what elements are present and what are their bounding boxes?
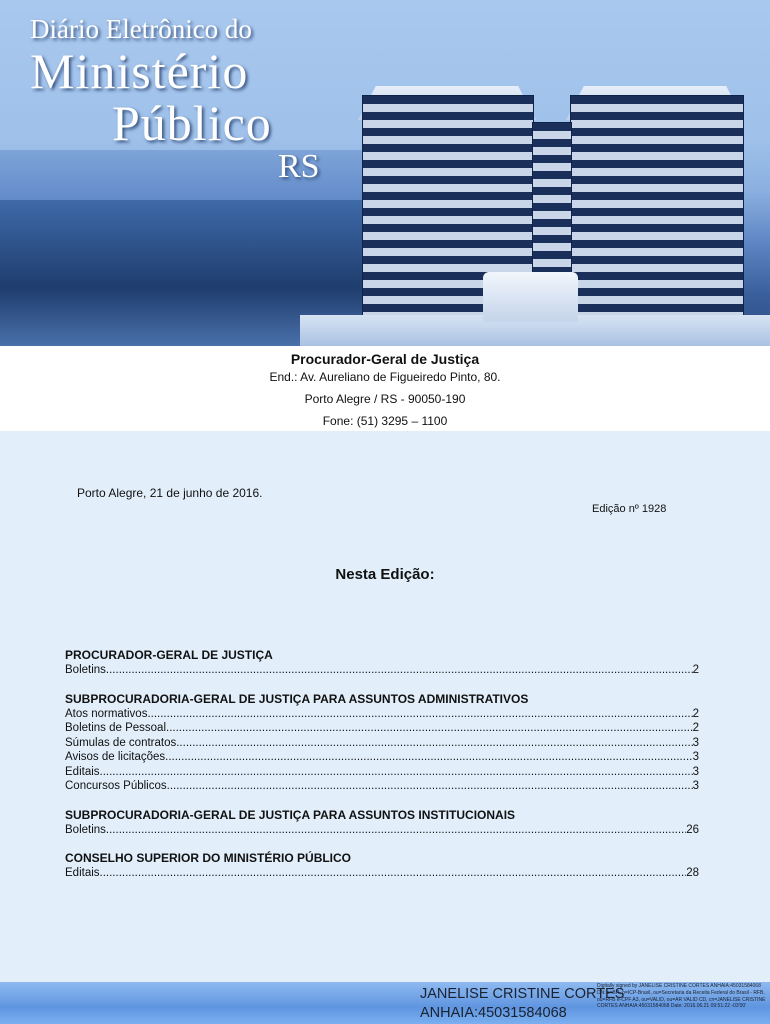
edition-number: Edição nº 1928: [592, 503, 667, 515]
toc-entry-label: Editais: [65, 867, 100, 879]
toc-section: [65, 648, 699, 678]
toc-leader-dots: [106, 823, 686, 838]
building-bridge: [532, 122, 572, 274]
toc-entry[interactable]: [65, 779, 699, 794]
masthead-title-line1: Diário Eletrônico do: [30, 14, 252, 44]
toc-entry[interactable]: [65, 663, 699, 678]
signer-name-line1: JANELISE CRISTINE CORTES: [420, 986, 625, 1002]
building-right: [570, 95, 744, 317]
toc-section: [65, 851, 699, 881]
toc-entry-label: Boletins: [65, 664, 106, 676]
toc-entry-page: 2: [692, 664, 699, 676]
contact-city: Porto Alegre / RS - 90050-190: [304, 392, 466, 406]
toc-entry-page: 3: [692, 780, 699, 792]
toc-entry[interactable]: [65, 765, 699, 780]
contact-address: End.: Av. Aureliano de Figueiredo Pinto, 80.: [269, 370, 501, 384]
toc-entry[interactable]: [65, 823, 699, 838]
toc-leader-dots: [166, 721, 693, 736]
toc-entry-label: Avisos de licitações: [65, 751, 166, 763]
signer-name-line2: ANHAIA:45031584068: [420, 1005, 567, 1021]
toc-entry-label: Atos normativos: [65, 707, 148, 720]
toc-leader-dots: [167, 779, 693, 794]
toc-leader-dots: [147, 707, 692, 722]
toc-entry-page: 3: [692, 736, 699, 749]
issue-date: Porto Alegre, 21 de junho de 2016.: [77, 486, 263, 500]
toc-entry-page: 2: [692, 722, 699, 734]
building-rotunda: [483, 272, 578, 322]
toc-entry-label: Editais: [65, 765, 100, 778]
toc-entry-label: Boletins: [65, 823, 106, 836]
table-of-contents: [65, 648, 699, 895]
signature-details: Digitally signed by JANELISE CRISTINE CORTES ANHAIA:45031584068 DN: c=BR, o=ICP-Brasil, ou=Secretaria da Receita Federal do Brasil - RFB, ou=RFB e-CPF A3, ou=VALID, ou=AR VALID CD, cn=JANELISE CRISTINE CORTES ANHAIA:45031584068 Date: 2016.06.21 09:51:22 -03'00': [597, 983, 766, 1010]
toc-section: [65, 692, 699, 794]
contact-title: Procurador-Geral de Justiça: [290, 351, 480, 367]
masthead-title-line4: RS: [278, 148, 320, 185]
contact-phone: Fone: (51) 3295 – 1100: [322, 414, 448, 428]
toc-entry-label: Concursos Públicos: [65, 780, 167, 792]
toc-leader-dots: [100, 866, 687, 881]
toc-section: [65, 808, 699, 838]
toc-entry-page: 28: [686, 867, 699, 879]
toc-title: Nesta Edição:: [335, 566, 435, 583]
toc-entry-label: Súmulas de contratos: [65, 736, 177, 749]
toc-entry-label: Boletins de Pessoal: [65, 722, 167, 734]
toc-entry[interactable]: [65, 736, 699, 751]
masthead-title-line2: Ministério: [30, 43, 249, 99]
toc-entry-page: 3: [692, 765, 699, 778]
toc-leader-dots: [176, 736, 692, 751]
toc-section-title: CONSELHO SUPERIOR DO MINISTÉRIO PÚBLICO: [65, 851, 352, 865]
digital-signature: [0, 982, 770, 1024]
toc-section-title: SUBPROCURADORIA-GERAL DE JUSTIÇA PARA ASSUNTOS ADMINISTRATIVOS: [65, 691, 529, 706]
toc-leader-dots: [165, 750, 692, 765]
toc-entry[interactable]: [65, 721, 699, 736]
masthead-banner: [0, 0, 770, 346]
toc-entry-page: 3: [692, 751, 699, 763]
toc-entry[interactable]: [65, 866, 699, 881]
signer-name: [420, 985, 624, 1023]
toc-entry-page: 26: [686, 823, 699, 836]
toc-entry[interactable]: [65, 707, 699, 722]
toc-leader-dots: [100, 765, 693, 780]
toc-entry[interactable]: [65, 750, 699, 765]
toc-entry-page: 2: [692, 707, 699, 720]
masthead-title-line3: Público: [112, 95, 272, 151]
toc-section-title: PROCURADOR-GERAL DE JUSTIÇA: [65, 648, 273, 662]
contact-block: [0, 346, 770, 431]
toc-section-title: SUBPROCURADORIA-GERAL DE JUSTIÇA PARA ASSUNTOS INSTITUCIONAIS: [65, 807, 516, 822]
toc-leader-dots: [106, 663, 693, 678]
